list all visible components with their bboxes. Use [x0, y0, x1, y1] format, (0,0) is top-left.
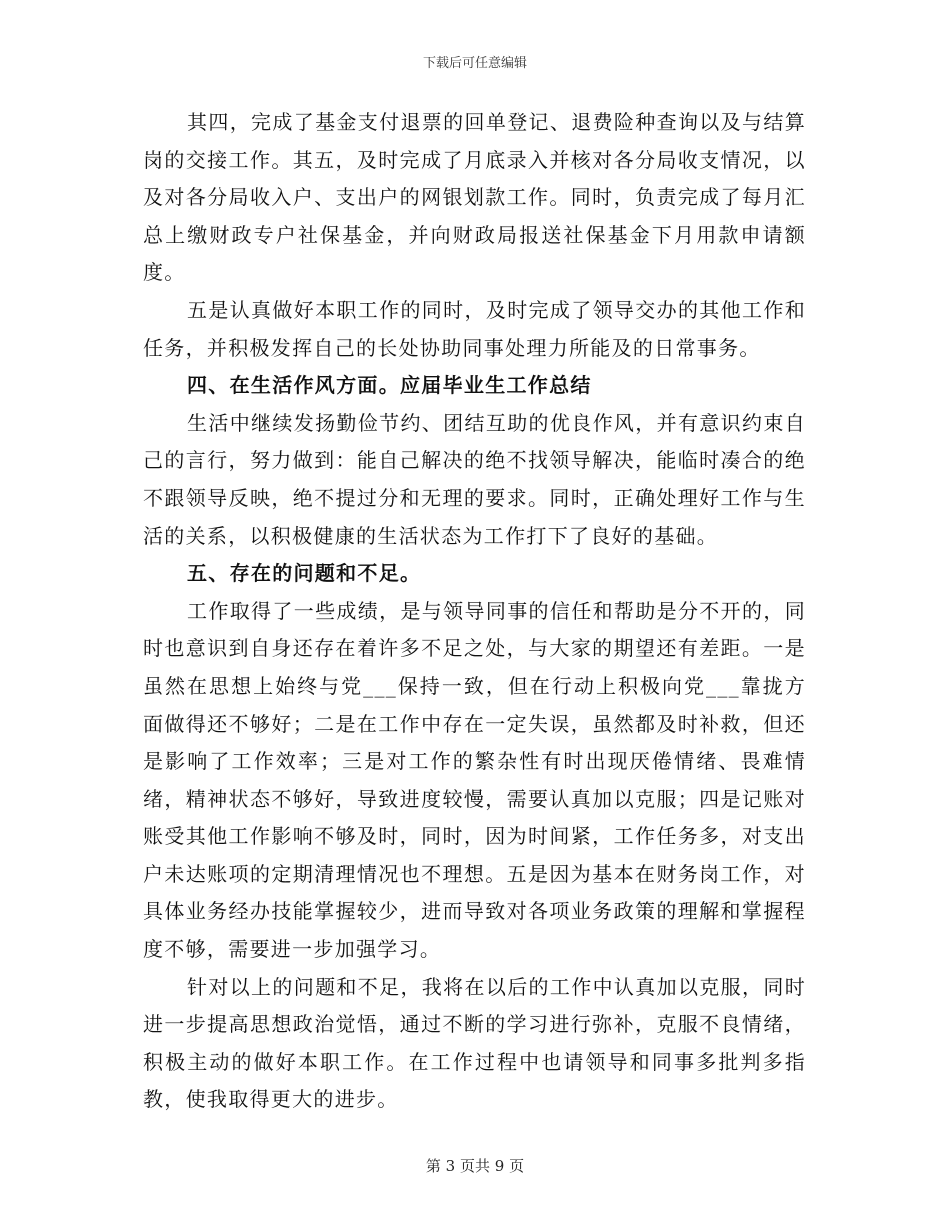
- paragraph-item-five: 五是认真做好本职工作的同时，及时完成了领导交办的其他工作和任务，并积极发挥自己的长处协助同事处理力所能及的日常事务。: [143, 297, 806, 360]
- paragraph-improvement: 针对以上的问题和不足，我将在以后的工作中认真加以克服，同时进一步提高思想政治觉悟，通过不断的学习进行弥补，克服不良情绪，积极主动的做好本职工作。在工作过程中也请领导和同事多批判多指教，使我取得更大的进步。: [143, 974, 806, 1112]
- document-body: [143, 104, 806, 1119]
- paragraph-lifestyle: 生活中继续发扬勤俭节约、团结互助的优良作风，并有意识约束自己的言行，努力做到：能自己解决的绝不找领导解决，能临时凑合的绝不跟领导反映，绝不提过分和无理的要求。同时，正确处理好工作与生活的关系，以积极健康的生活状态为工作打下了良好的基础。: [143, 410, 806, 548]
- section-heading-problems: 五、存在的问题和不足。: [187, 561, 422, 586]
- page-number-footer: 第 3 页共 9 页: [425, 1157, 525, 1175]
- section-heading-lifestyle: 四、在生活作风方面。应届毕业生工作总结: [187, 373, 592, 398]
- page-header: 下载后可任意编辑: [422, 56, 527, 71]
- paragraph-item-four-five: 其四，完成了基金支付退票的回单登记、退费险种查询以及与结算岗的交接工作。其五，及时完成了月底录入并核对各分局收支情况，以及对各分局收入户、支出户的网银划款工作。同时，负责完成了每月汇总上缴财政专户社保基金，并向财政局报送社保基金下月用款申请额度。: [143, 110, 806, 285]
- paragraph-problems: 工作取得了一些成绩，是与领导同事的信任和帮助是分不开的，同时也意识到自身还存在着许多不足之处，与大家的期望还有差距。一是虽然在思想上始终与党___保持一致，但在行动上积极向党___靠拢方面做得还不够好；二是在工作中存在一定失误，虽然都及时补救，但还是影响了工作效率；三是对工作的繁杂性有时出现厌倦情绪、畏难情绪，精神状态不够好，导致进度较慢，需要认真加以克服；四是记账对账受其他工作影响不够及时，同时，因为时间紧，工作任务多，对支出户未达账项的定期清理情况也不理想。五是因为基本在财务岗工作，对具体业务经办技能掌握较少，进而导致对各项业务政策的理解和掌握程度不够，需要进一步加强学习。: [143, 598, 806, 962]
